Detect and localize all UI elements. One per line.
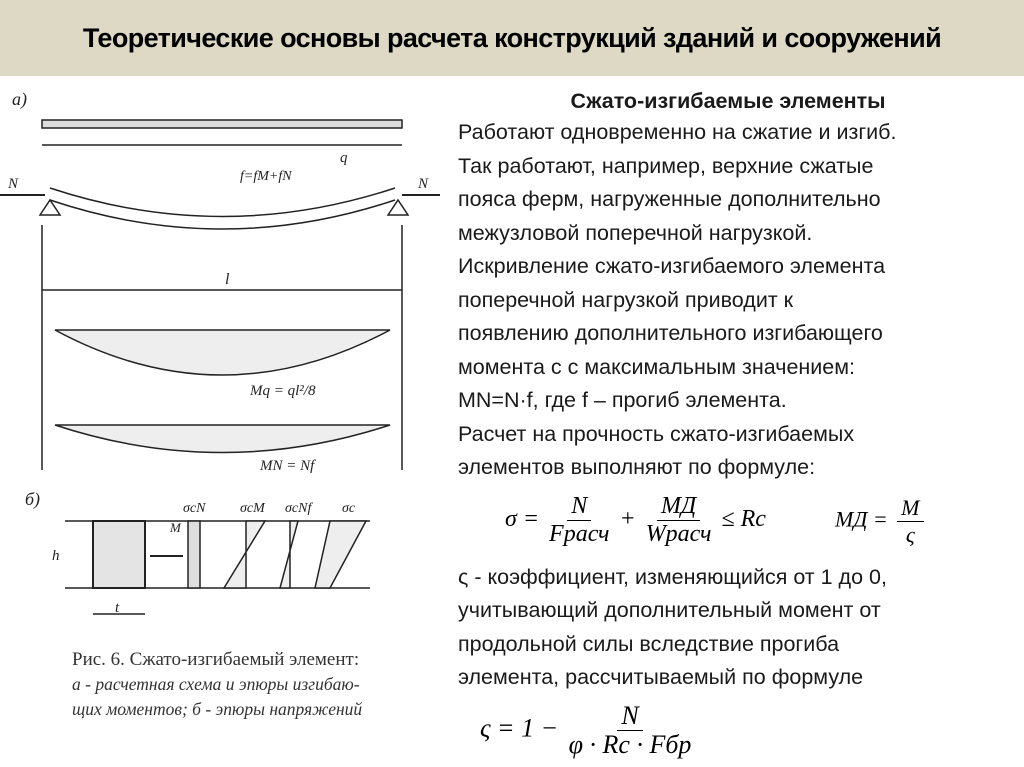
text-line: пояса ферм, нагруженные дополнительно (458, 187, 881, 211)
formula-part: Fрасч (549, 521, 610, 547)
text-line: Так работают, например, верхние сжатые (458, 153, 874, 178)
label-sigma-c: σc (342, 501, 356, 516)
subtitle: Сжато-изгибаемые элементы (570, 89, 886, 113)
formula-part: MД (657, 493, 700, 521)
text-line: элемента, рассчитываемый по формуле (458, 665, 864, 689)
label-h: h (52, 548, 60, 564)
text-line: поперечной нагрузкой приводит к (458, 287, 794, 312)
caption-line: а - расчетная схема и эпюры изгибаю- (72, 674, 360, 694)
zeta-formula (480, 702, 695, 759)
formula-part: φ · Rc · Fбр (568, 730, 692, 759)
formula-part: σ = (505, 506, 540, 533)
label-a: а) (12, 89, 27, 109)
text-line: продольной силы вследствие прогиба (458, 631, 840, 656)
text-line: момента с с максимальным значением: (458, 354, 856, 379)
label-sigma-cm: σcM (240, 501, 265, 516)
label-q: q (340, 150, 348, 166)
content-text (458, 86, 1018, 695)
label-sigma-cnf: σcNf (285, 501, 312, 516)
md-formula (835, 495, 928, 548)
label-t: t (115, 600, 120, 616)
label-M: M (170, 520, 181, 535)
label-N-right: N (418, 176, 429, 192)
formula-part: N (617, 702, 642, 731)
text-line: межузловой поперечной нагрузкой. (458, 220, 813, 245)
formula-part: N (567, 493, 591, 521)
label-MN: MN = Nf (260, 458, 315, 474)
text-line: Искривление сжато-изгибаемого элемента (458, 254, 886, 278)
formula-part: M (897, 495, 923, 522)
formula-part: MД = (835, 506, 888, 532)
label-f: f=fM+fN (240, 169, 292, 184)
caption-line: щих моментов; б - эпюры напряжений (72, 699, 363, 719)
mn-formula-line: MN=N·f, где f – прогиб элемента. (458, 388, 787, 412)
formula-part: ς (905, 522, 915, 547)
text-line: ς - коэффициент, изменяющийся от 1 до 0, (458, 564, 887, 589)
text-line: элементов выполняют по формуле: (458, 455, 816, 479)
formula-part: Wрасч (645, 521, 712, 547)
text-line: Работают одновременно на сжатие и изгиб. (458, 120, 897, 144)
formula-part: ≤ Rc (721, 506, 766, 533)
label-N-left: N (8, 176, 19, 192)
slide-header (0, 0, 1024, 76)
text-line: Расчет на прочность сжато-изгибаемых (458, 421, 855, 446)
label-l: l (225, 271, 230, 288)
figure-caption (72, 648, 362, 722)
caption-title: Рис. 6. Сжато-изгибаемый элемент: (72, 649, 360, 670)
text-line: учитывающий дополнительный момент от (458, 598, 881, 622)
strength-formula (505, 493, 766, 548)
formula-part: ς = 1 − (480, 713, 559, 743)
formula-part: + (619, 506, 636, 533)
beam-diagram (0, 85, 440, 735)
text-line: появлению дополнительного изгибающего (458, 321, 883, 345)
label-sigma-cn: σcN (183, 501, 206, 516)
slide-title: Теоретические основы расчета конструкций зданий и сооружений (82, 23, 942, 53)
label-b: б) (25, 489, 41, 509)
label-Mq: Mq = ql²/8 (250, 383, 316, 399)
